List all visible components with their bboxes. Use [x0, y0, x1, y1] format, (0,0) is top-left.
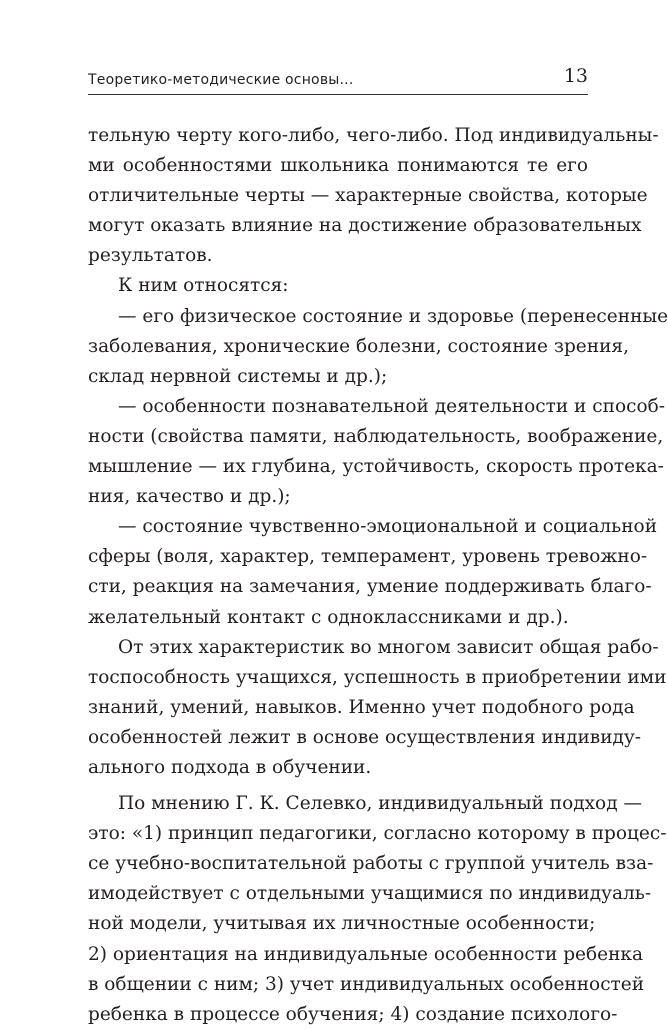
text-line: заболевания, хронические болезни, состояние зрения, [88, 335, 629, 357]
text-line: ми особенностями школьника понимаются те его [88, 155, 588, 177]
text-line: 2) ориентация на индивидуальные особенности ребенка [88, 943, 644, 965]
text-line: желательный контакт с одноклассниками и др.). [88, 606, 569, 628]
text-line: тоспособность учащихся, успешность в приобретении ими [88, 666, 667, 688]
text-line: знаний, умений, навыков. Именно учет подобного рода [88, 696, 635, 718]
text-line: — его физическое состояние и здоровье (перенесенные [118, 305, 668, 327]
text-line: сферы (воля, характер, темперамент, уровень тревожно- [88, 546, 648, 568]
text-line: ной модели, учитывая их личностные особенности; [88, 913, 596, 935]
text-line: От этих характеристик во многом зависит общая рабо- [118, 636, 659, 658]
text-line: это: «1) принцип педагогики, согласно которому в процес- [88, 823, 667, 845]
text-line: По мнению Г. К. Селевко, индивидуальный подход — [118, 793, 642, 815]
text-line: сти, реакция на замечания, умение поддерживать благо- [88, 576, 652, 598]
text-line: имодействует с отдельными учащимися по индивидуаль- [88, 883, 652, 905]
text-line: ального подхода в обучении. [88, 756, 372, 778]
text-line: — особенности познавательной деятельности и способ- [118, 395, 665, 417]
text-line: особенностей лежит в основе осуществления индивиду- [88, 726, 642, 748]
text-line: ния, качество и др.); [88, 486, 291, 508]
text-line: — состояние чувственно-эмоциональной и социальной [118, 516, 658, 538]
text-line: се учебно-воспитательной работы с группой учитель вза- [88, 853, 654, 875]
text-line: склад нервной системы и др.); [88, 365, 388, 387]
running-header [88, 62, 588, 95]
text-line: в общении с ним; 3) учет индивидуальных особенностей [88, 973, 645, 995]
text-line: отличительные черты — характерные свойства, которые [88, 185, 648, 207]
text-line: ности (свойства памяти, наблюдательность, воображение, [88, 425, 664, 447]
body-text [88, 121, 668, 1030]
text-line: могут оказать влияние на достижение образовательных [88, 215, 642, 237]
running-title: Теоретико-методические основы... [88, 72, 354, 88]
text-line: результатов. [88, 245, 213, 267]
text-line: мышление — их глубина, устойчивость, скорость протека- [88, 456, 664, 478]
text-line: ребенка в процессе обучения; 4) создание психолого- [88, 1003, 618, 1025]
page-number: 13 [563, 65, 588, 87]
text-line: тельную черту кого-либо, чего-либо. Под индивидуальны- [88, 125, 659, 146]
text-line: К ним относятся: [118, 275, 289, 297]
